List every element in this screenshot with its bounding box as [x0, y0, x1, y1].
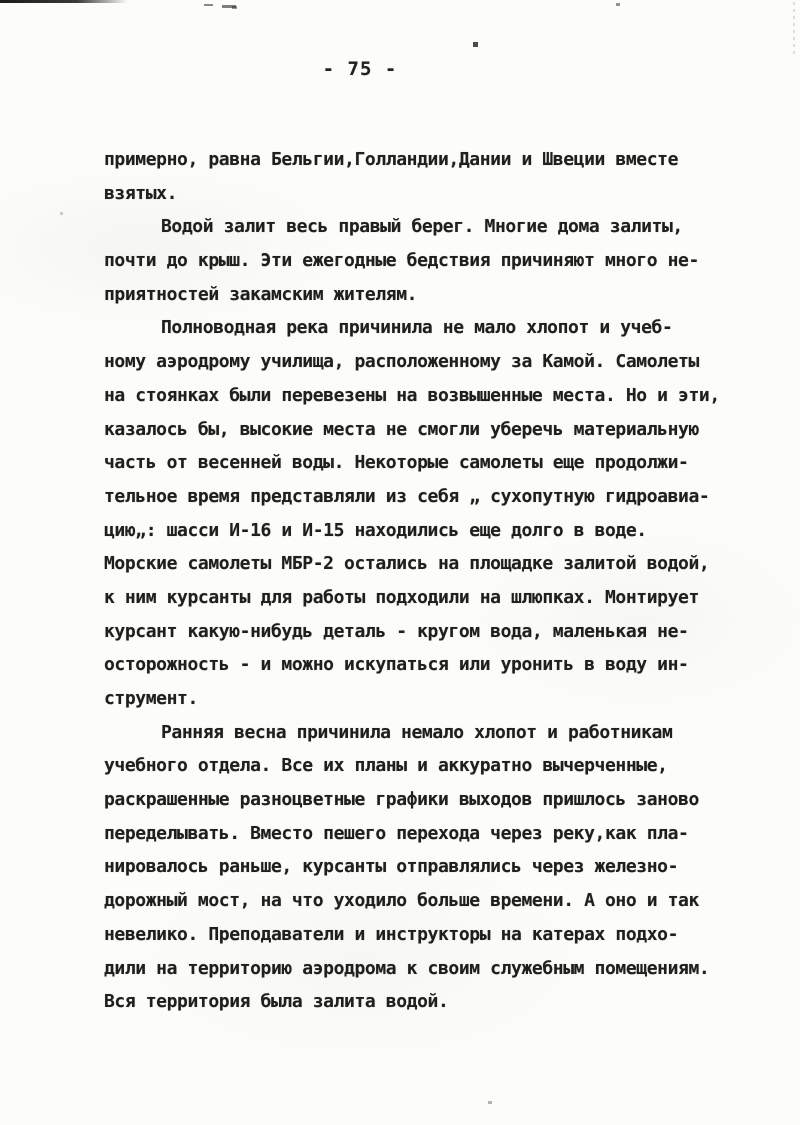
text-line: Полноводная река причинила не мало хлопот и учеб- — [161, 317, 673, 339]
text-line: раскрашенные разноцветные графики выходов пришлось заново — [104, 789, 699, 811]
text-line: приятностей закамским жителям. — [104, 283, 418, 305]
text-line: цию„: шасси И-16 и И-15 находились еще долго в воде. — [104, 519, 647, 541]
text-line: Ранняя весна причинила немало хлопот и работникам — [161, 721, 673, 743]
page-number: - 75 - — [322, 58, 398, 80]
body-text — [104, 143, 744, 1019]
text-line: Морские самолеты МБР-2 остались на площадке залитой водой, — [104, 553, 710, 575]
scan-artifact-speck — [488, 1101, 492, 1104]
text-line: часть от весенней воды. Некоторые самолеты еще продолжи- — [104, 452, 689, 474]
text-line: учебного отдела. Все их планы и аккуратно вычерченные, — [104, 755, 668, 777]
text-line: Водой залит весь правый берег. Многие дома залиты, — [161, 216, 683, 238]
text-line: струмент. — [104, 688, 198, 709]
text-line: к ним курсанты для работы подходили на шлюпках. Монтирует — [104, 586, 699, 608]
text-line: взятых. — [104, 182, 178, 204]
text-line: нировалось раньше, курсанты отправлялись через железно- — [104, 856, 679, 878]
text-line: дорожный мост, на что уходило больше времени. А оно и так — [104, 890, 699, 912]
scan-artifact-speck — [204, 4, 213, 6]
text-line: переделывать. Вместо пешего перехода через реку,как пла- — [104, 822, 689, 844]
text-line: курсант какую-нибудь деталь - кругом вода, маленькая не- — [104, 620, 689, 642]
text-line: на стоянках были перевезены на возвышенные места. Но и эти, — [104, 384, 720, 406]
scan-artifact-streak — [0, 0, 128, 3]
text-line: невелико. Преподаватели и инструкторы на катерах подхо- — [104, 923, 679, 945]
text-line: дили на территорию аэродрома к своим служебным помещениям. — [104, 957, 710, 979]
text-line: ному аэродрому училища, расположенному за Камой. Самолеты — [104, 351, 699, 373]
text-line: почти до крыш. Эти ежегодные бедствия причиняют много не- — [104, 250, 699, 272]
scan-artifact-edge — [793, 2, 795, 58]
scan-artifact-speck — [232, 6, 237, 9]
text-line: казалось бы, высокие места не смогли уберечь материальную — [104, 418, 699, 440]
text-line: тельное время представляли из себя „ сухопутную гидроавиа- — [104, 485, 710, 507]
scan-artifact-dot — [473, 42, 478, 47]
scan-artifact-speck — [60, 212, 63, 215]
text-line: Вся территория была залита водой. — [104, 991, 449, 1013]
text-line: осторожность - и можно искупаться или уронить в воду ин- — [104, 654, 689, 676]
text-line: примерно, равна Бельгии,Голландии,Дании и Швеции вместе — [104, 149, 679, 170]
scan-artifact-speck — [616, 3, 620, 6]
